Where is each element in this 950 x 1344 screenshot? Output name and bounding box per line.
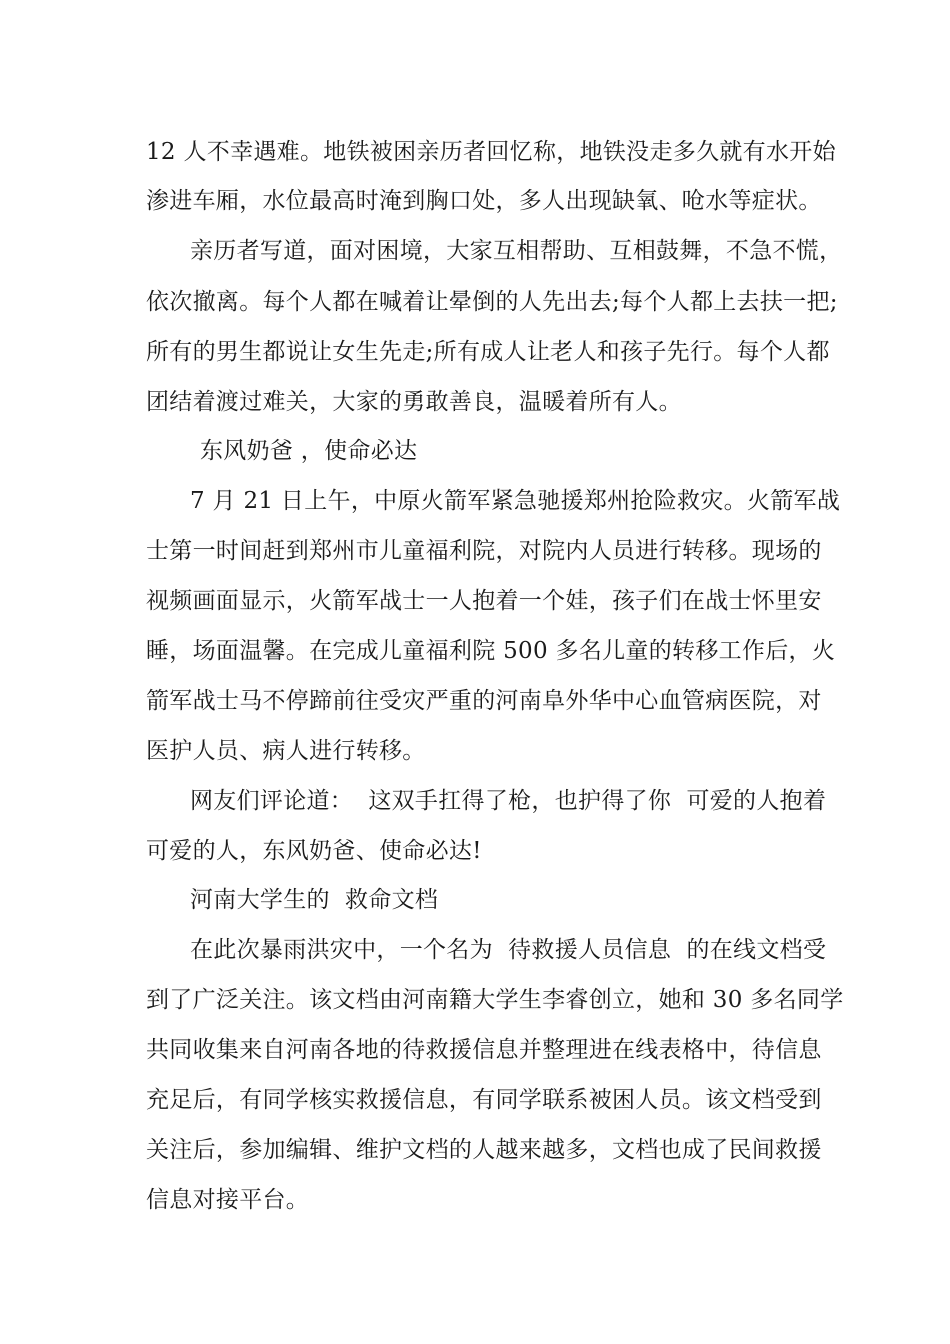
paragraph-line: 共同收集来自河南各地的待救援信息并整理进在线表格中，待信息 bbox=[146, 1037, 822, 1063]
paragraph-line: 睡，场面温馨。在完成儿童福利院 500 多名儿童的转移工作后，火 bbox=[146, 638, 836, 664]
paragraph-line: 到了广泛关注。该文档由河南籍大学生李睿创立，她和 30 多名同学 bbox=[146, 987, 844, 1013]
paragraph-line: 团结着渡过难关，大家的勇敢善良，温暖着所有人。 bbox=[146, 389, 682, 415]
paragraph-line: 箭军战士马不停蹄前往受灾严重的河南阜外华中心血管病医院，对 bbox=[146, 688, 822, 714]
paragraph-line: 医护人员、病人进行转移。 bbox=[146, 738, 426, 764]
paragraph-line: 所有的男生都说让女生先走;所有成人让老人和孩子先行。每个人都 bbox=[146, 339, 830, 365]
paragraph-line: 依次撤离。每个人都在喊着让晕倒的人先出去;每个人都上去扶一把; bbox=[146, 289, 838, 315]
paragraph-line: 信息对接平台。 bbox=[146, 1187, 310, 1213]
paragraph-line: 12 人不幸遇难。地铁被困亲历者回忆称，地铁没走多久就有水开始 bbox=[146, 139, 836, 165]
paragraph-line: 视频画面显示，火箭军战士一人抱着一个娃，孩子们在战士怀里安 bbox=[146, 588, 822, 614]
paragraph-line: 7 月 21 日上午，中原火箭军紧急驰援郑州抢险救灾。火箭军战 bbox=[190, 488, 841, 514]
section-heading: 河南大学生的 救命文档 bbox=[190, 887, 439, 913]
paragraph-line: 亲历者写道，面对困境，大家互相帮助、互相鼓舞，不急不慌， bbox=[190, 238, 843, 264]
paragraph-line: 渗进车厢，水位最高时淹到胸口处，多人出现缺氧、呛水等症状。 bbox=[146, 188, 822, 214]
paragraph-line: 在此次暴雨洪灾中，一个名为 待救援人员信息 的在线文档受 bbox=[190, 937, 827, 963]
section-heading: 东风奶爸 ，使命必达 bbox=[200, 438, 418, 464]
paragraph-line: 关注后，参加编辑、维护文档的人越来越多，文档也成了民间救援 bbox=[146, 1137, 822, 1163]
paragraph-line: 充足后，有同学核实救援信息，有同学联系被困人员。该文档受到 bbox=[146, 1087, 822, 1113]
paragraph-line: 士第一时间赶到郑州市儿童福利院，对院内人员进行转移。现场的 bbox=[146, 538, 822, 564]
paragraph-line: 网友们评论道： 这双手扛得了枪，也护得了你 可爱的人抱着 bbox=[190, 788, 827, 814]
paragraph-line: 可爱的人，东风奶爸、使命必达! bbox=[146, 838, 482, 864]
